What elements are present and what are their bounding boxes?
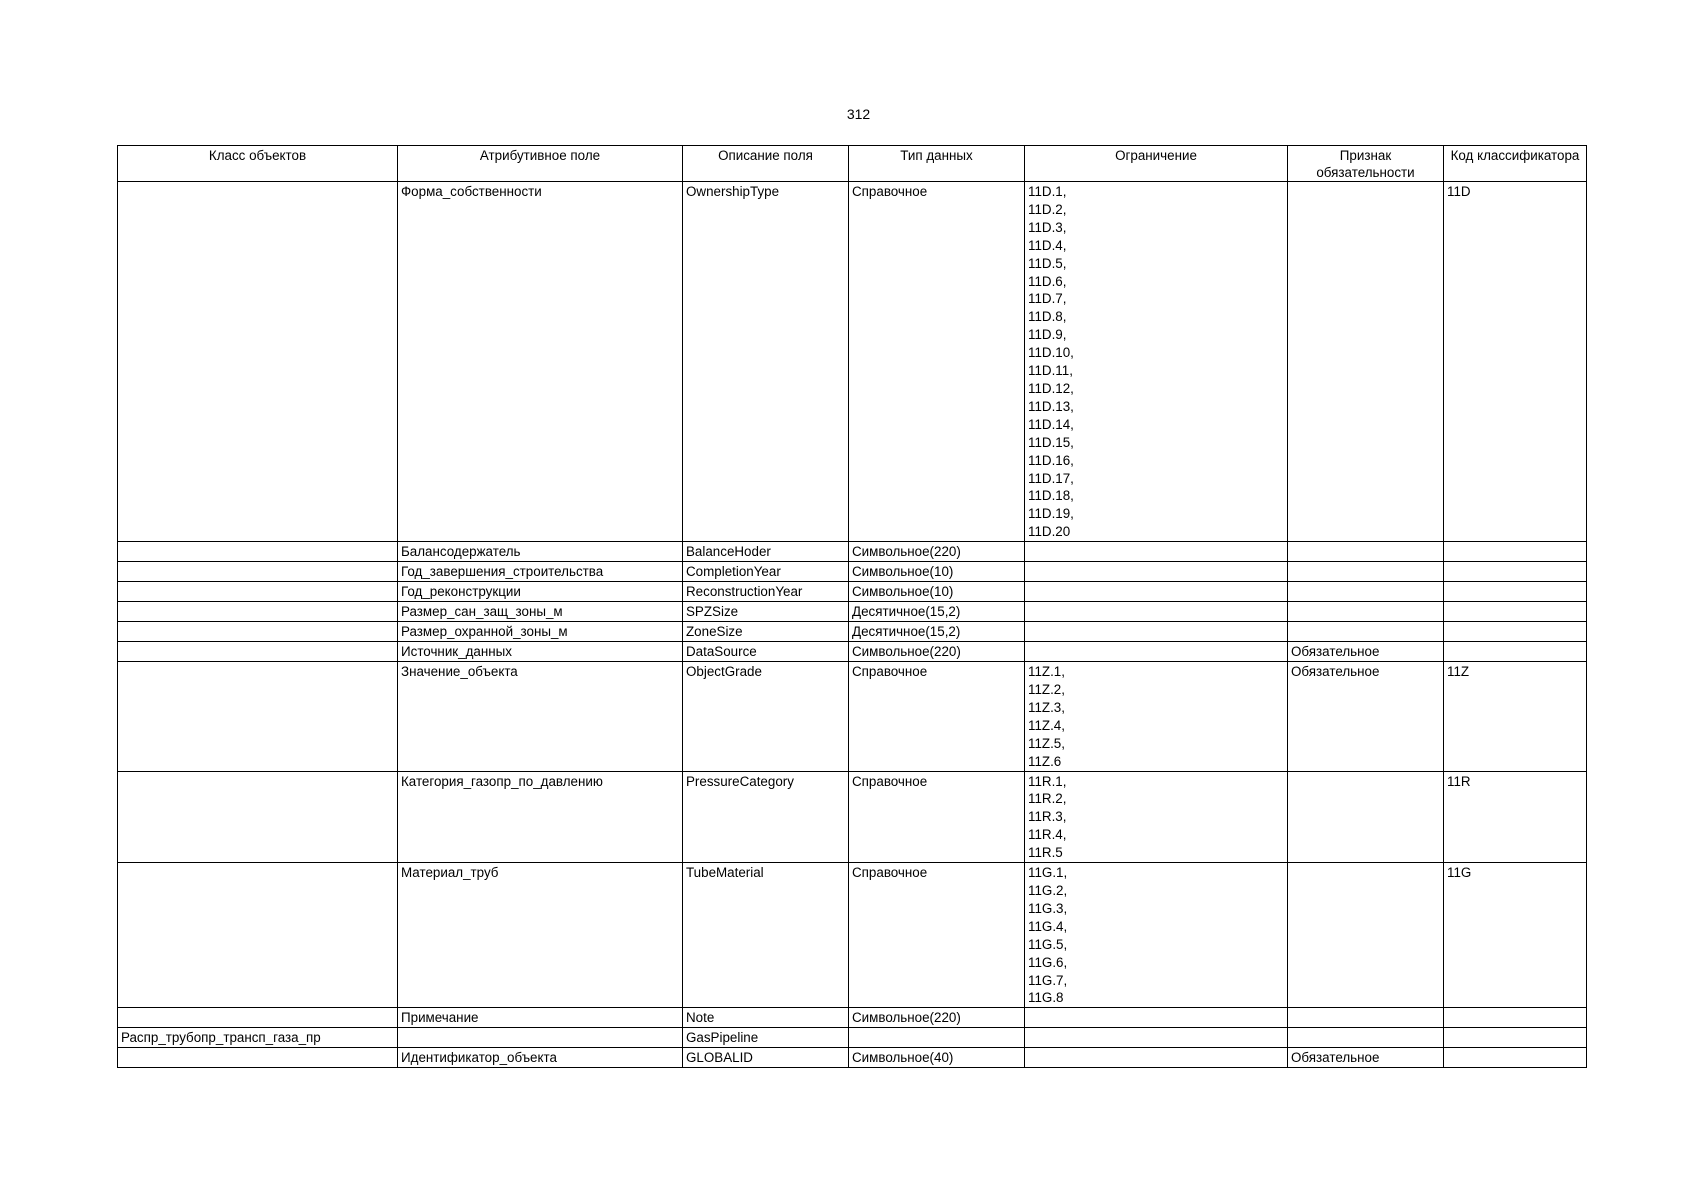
- table-row: [118, 622, 1587, 642]
- attribute-field-cell: [398, 1028, 683, 1048]
- classifier-code-cell: 11G: [1444, 863, 1587, 1008]
- data-type-cell: Символьное(10): [849, 582, 1025, 602]
- table-row: [118, 542, 1587, 562]
- data-type-cell: Символьное(40): [849, 1048, 1025, 1068]
- object-class-cell: [118, 1048, 398, 1068]
- constraint-value: 11G.4,: [1028, 918, 1068, 934]
- data-type-cell: Символьное(220): [849, 642, 1025, 662]
- table-body: [118, 182, 1587, 1068]
- table-row: [118, 642, 1587, 662]
- mandatory-cell: [1288, 1028, 1444, 1048]
- constraint-value: 11D.5,: [1028, 255, 1067, 271]
- data-type-cell: Справочное: [849, 863, 1025, 1008]
- constraint-value: 11R.1,: [1028, 773, 1067, 789]
- attribute-field-cell: Значение_объекта: [398, 662, 683, 771]
- classifier-code-cell: 11Z: [1444, 662, 1587, 771]
- field-description-cell: OwnershipType: [683, 182, 849, 542]
- table-row: [118, 771, 1587, 863]
- constraint-value: 11G.2,: [1028, 883, 1068, 898]
- classifier-code-cell: [1444, 622, 1587, 642]
- mandatory-cell: [1288, 562, 1444, 582]
- constraint-cell: [1025, 662, 1288, 771]
- header-constraint: Ограничение: [1025, 146, 1288, 182]
- classifier-code-cell: [1444, 1028, 1587, 1048]
- attribute-table: [117, 145, 1587, 1068]
- constraint-value: 11Z.3,: [1028, 699, 1065, 715]
- object-class-cell: Распр_трубопр_трансп_газа_пр: [118, 1028, 398, 1048]
- attribute-field-cell: Материал_труб: [398, 863, 683, 1008]
- constraint-value: 11D.15,: [1028, 434, 1074, 450]
- attribute-field-cell: Идентификатор_объекта: [398, 1048, 683, 1068]
- constraint-cell: [1025, 602, 1288, 622]
- constraint-cell: [1025, 642, 1288, 662]
- constraint-value: 11R.4,: [1028, 827, 1067, 843]
- object-class-cell: [118, 771, 398, 863]
- constraint-value: 11D.4,: [1028, 237, 1067, 253]
- constraint-value: 11R.5: [1028, 845, 1063, 861]
- classifier-code-cell: [1444, 642, 1587, 662]
- constraint-value: 11Z.4,: [1028, 717, 1065, 733]
- table-header-row: [118, 146, 1587, 182]
- field-description-cell: BalanceHoder: [683, 542, 849, 562]
- constraint-value: 11D.1,: [1028, 184, 1067, 199]
- classifier-code-cell: [1444, 602, 1587, 622]
- object-class-cell: [118, 1008, 398, 1028]
- field-description-cell: DataSource: [683, 642, 849, 662]
- classifier-code-cell: [1444, 1048, 1587, 1068]
- classifier-code-cell: [1444, 582, 1587, 602]
- data-type-cell: Символьное(220): [849, 542, 1025, 562]
- constraint-value: 11D.16,: [1028, 452, 1074, 468]
- field-description-cell: GasPipeline: [683, 1028, 849, 1048]
- constraint-value: 11D.9,: [1028, 327, 1067, 343]
- table-row: [118, 182, 1587, 542]
- attribute-field-cell: Размер_охранной_зоны_м: [398, 622, 683, 642]
- constraint-value: 11D.8,: [1028, 309, 1067, 325]
- attribute-field-cell: Год_реконструкции: [398, 582, 683, 602]
- table-row: [118, 1028, 1587, 1048]
- mandatory-cell: [1288, 182, 1444, 542]
- object-class-cell: [118, 542, 398, 562]
- classifier-code-cell: [1444, 1008, 1587, 1028]
- attribute-field-cell: Источник_данных: [398, 642, 683, 662]
- constraint-value: 11G.1,: [1028, 865, 1068, 881]
- attribute-field-cell: Примечание: [398, 1008, 683, 1028]
- table-row: [118, 602, 1587, 622]
- field-description-cell: PressureCategory: [683, 771, 849, 863]
- constraint-value: 11D.12,: [1028, 380, 1074, 396]
- mandatory-cell: [1288, 622, 1444, 642]
- classifier-code-cell: 11D: [1444, 182, 1587, 542]
- constraint-value: 11D.13,: [1028, 398, 1074, 414]
- mandatory-cell: [1288, 771, 1444, 863]
- constraint-value: 11D.10,: [1028, 345, 1074, 361]
- constraint-value: 11D.18,: [1028, 488, 1074, 504]
- table-row: [118, 562, 1587, 582]
- attribute-field-cell: Балансодержатель: [398, 542, 683, 562]
- object-class-cell: [118, 582, 398, 602]
- attribute-field-cell: Год_завершения_строительства: [398, 562, 683, 582]
- data-type-cell: [849, 1028, 1025, 1048]
- data-type-cell: Десятичное(15,2): [849, 622, 1025, 642]
- attribute-field-cell: Форма_собственности: [398, 182, 683, 542]
- constraint-value: 11G.6,: [1028, 954, 1068, 970]
- mandatory-cell: [1288, 582, 1444, 602]
- header-data-type: Тип данных: [849, 146, 1025, 182]
- constraint-value: 11Z.6: [1028, 753, 1062, 769]
- constraint-value: 11Z.2,: [1028, 682, 1065, 698]
- mandatory-cell: [1288, 863, 1444, 1008]
- constraint-value: 11G.3,: [1028, 900, 1068, 916]
- mandatory-cell: Обязательное: [1288, 1048, 1444, 1068]
- object-class-cell: [118, 562, 398, 582]
- header-classifier-code: Код классификатора: [1444, 146, 1587, 182]
- header-mandatory-flag: Признак обязательности: [1288, 146, 1444, 182]
- object-class-cell: [118, 622, 398, 642]
- mandatory-cell: [1288, 542, 1444, 562]
- table-row: [118, 662, 1587, 771]
- mandatory-cell: Обязательное: [1288, 642, 1444, 662]
- constraint-value: 11D.3,: [1028, 219, 1067, 235]
- constraint-cell: [1025, 1008, 1288, 1028]
- constraint-cell: [1025, 1048, 1288, 1068]
- constraint-cell: [1025, 863, 1288, 1008]
- object-class-cell: [118, 642, 398, 662]
- table-row: [118, 1048, 1587, 1068]
- constraint-cell: [1025, 182, 1288, 542]
- page-number: 312: [846, 106, 871, 122]
- field-description-cell: Note: [683, 1008, 849, 1028]
- constraint-value: 11D.2,: [1028, 201, 1067, 217]
- table-row: [118, 863, 1587, 1008]
- classifier-code-cell: 11R: [1444, 771, 1587, 863]
- constraint-value: 11D.6,: [1028, 273, 1067, 289]
- classifier-code-cell: [1444, 542, 1587, 562]
- data-type-cell: Справочное: [849, 771, 1025, 863]
- attribute-field-cell: Размер_сан_защ_зоны_м: [398, 602, 683, 622]
- constraint-value: 11D.14,: [1028, 416, 1074, 432]
- mandatory-cell: Обязательное: [1288, 662, 1444, 771]
- constraint-value: 11Z.1,: [1028, 664, 1065, 680]
- classifier-code-cell: [1444, 562, 1587, 582]
- object-class-cell: [118, 182, 398, 542]
- data-type-cell: Символьное(220): [849, 1008, 1025, 1028]
- field-description-cell: GLOBALID: [683, 1048, 849, 1068]
- constraint-value: 11G.5,: [1028, 936, 1068, 952]
- constraint-value: 11D.7,: [1028, 291, 1067, 307]
- field-description-cell: ZoneSize: [683, 622, 849, 642]
- data-type-cell: Десятичное(15,2): [849, 602, 1025, 622]
- header-field-description: Описание поля: [683, 146, 849, 182]
- data-type-cell: Символьное(10): [849, 562, 1025, 582]
- constraint-value: 11G.8: [1028, 990, 1064, 1006]
- constraint-value: 11D.20: [1028, 524, 1071, 540]
- object-class-cell: [118, 662, 398, 771]
- table-row: [118, 1008, 1587, 1028]
- mandatory-cell: [1288, 602, 1444, 622]
- table-row: [118, 582, 1587, 602]
- constraint-cell: [1025, 771, 1288, 863]
- constraint-cell: [1025, 542, 1288, 562]
- object-class-cell: [118, 602, 398, 622]
- field-description-cell: TubeMaterial: [683, 863, 849, 1008]
- constraint-value: 11G.7,: [1028, 972, 1068, 988]
- constraint-value: 11R.3,: [1028, 809, 1067, 825]
- constraint-value: 11D.19,: [1028, 506, 1074, 522]
- constraint-cell: [1025, 1028, 1288, 1048]
- constraint-value: 11Z.5,: [1028, 735, 1065, 751]
- field-description-cell: ObjectGrade: [683, 662, 849, 771]
- constraint-value: 11D.11,: [1028, 363, 1073, 379]
- constraint-value: 11D.17,: [1028, 470, 1074, 486]
- header-attribute-field: Атрибутивное поле: [398, 146, 683, 182]
- field-description-cell: SPZSize: [683, 602, 849, 622]
- constraint-cell: [1025, 582, 1288, 602]
- field-description-cell: ReconstructionYear: [683, 582, 849, 602]
- attribute-field-cell: Категория_газопр_по_давлению: [398, 771, 683, 863]
- object-class-cell: [118, 863, 398, 1008]
- data-type-cell: Справочное: [849, 182, 1025, 542]
- constraint-cell: [1025, 562, 1288, 582]
- header-object-class: Класс объектов: [118, 146, 398, 182]
- data-type-cell: Справочное: [849, 662, 1025, 771]
- field-description-cell: CompletionYear: [683, 562, 849, 582]
- constraint-cell: [1025, 622, 1288, 642]
- constraint-value: 11R.2,: [1028, 791, 1067, 807]
- mandatory-cell: [1288, 1008, 1444, 1028]
